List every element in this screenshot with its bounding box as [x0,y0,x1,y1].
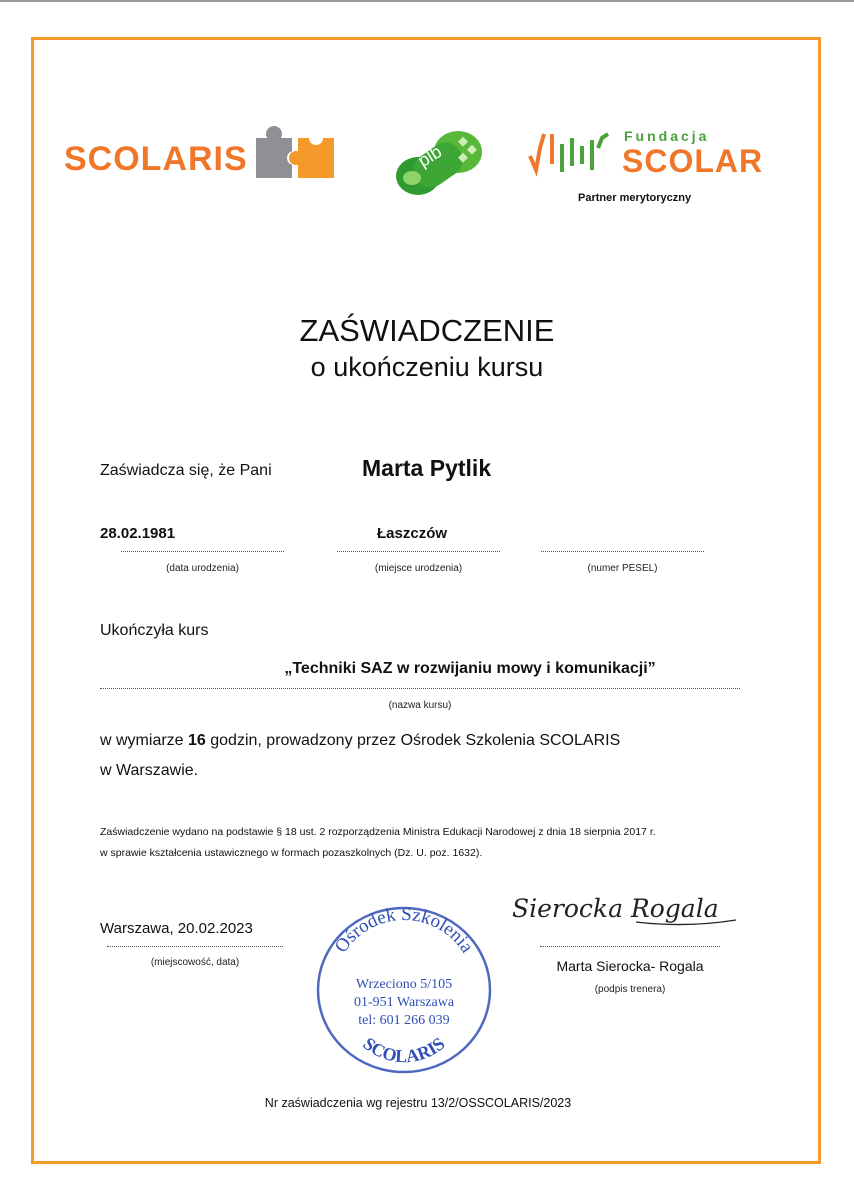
scope-before: w wymiarze [100,732,189,749]
fundacja-scolar-text: SCOLAR [622,143,764,179]
signature-flourish [506,892,746,942]
top-divider [0,0,854,2]
birth-date-line [121,551,284,552]
birth-date-caption: (data urodzenia) [166,563,239,574]
trainer-line [540,946,720,947]
trainer-caption: (podpis trenera) [594,984,666,995]
certificate-subtitle: o ukończeniu kursu [310,352,544,382]
course-name-caption: (nazwa kursu) [388,700,452,711]
trainer-signature: Sierocka Rogala [512,894,719,923]
intro-text: Zaświadcza się, że Pani [100,462,272,479]
course-scope-line1 [100,732,620,750]
stamp-line1: Wrzeciono 5/105 [355,977,453,992]
partner-label: Partner merytoryczny [578,192,692,204]
birth-place-caption: (miejsce urodzenia) [374,563,463,574]
place-date-value: Warszawa, 20.02.2023 [100,920,253,937]
stamp-line2: 01-951 Warszawa [353,995,455,1010]
fundacja-bars-icon [528,126,614,180]
legal-line2: w sprawie kształcenia ustawicznego w formach pozaszkolnych (Dz. U. poz. 1632). [100,847,483,859]
course-name-line [100,688,740,689]
stamp-arc-top: Ośrodek Szkolenia [330,903,478,957]
birth-place-value: Łaszczów [377,525,448,542]
course-hours: 16 [188,732,206,749]
pesel-line [541,551,704,552]
place-date-line [107,946,283,947]
stamp-line3: tel: 601 266 039 [358,1013,450,1028]
place-date-caption: (miejscowość, data) [150,957,240,968]
scolaris-logo-text: SCOLARIS [64,140,248,178]
birth-date-value: 28.02.1981 [100,525,176,542]
course-intro: Ukończyła kurs [100,622,209,639]
course-scope-line2: w Warszawie. [100,762,199,779]
trainer-name: Marta Sierocka- Rogala [556,958,704,974]
scope-after: godzin, prowadzony przez Ośrodek Szkolenia SCOLARIS [205,732,621,749]
fundacja-small-text: Fundacja [624,128,710,144]
person-name: Marta Pytlik [362,455,492,481]
plb-logo-text: plb [414,141,446,171]
scolaris-stamp [312,898,496,1078]
certificate-title: ZAŚWIADCZENIE [299,313,555,348]
course-name: „Techniki SAZ w rozwijaniu mowy i komunikacji” [284,660,656,677]
pesel-caption: (numer PESEL) [587,563,658,574]
stamp-arc-bottom: SCOLARIS [359,1033,449,1067]
legal-line1: Zaświadczenie wydano na podstawie § 18 ust. 2 rozporządzenia Ministra Edukacji Narodowej z dnia 18 sierpnia 2017 r. [100,826,656,838]
birth-place-line [337,551,500,552]
registry-number: Nr zaświadczenia wg rejestru 13/2/OSSCOLARIS/2023 [264,1096,572,1110]
scolaris-puzzle-icon [252,120,338,184]
